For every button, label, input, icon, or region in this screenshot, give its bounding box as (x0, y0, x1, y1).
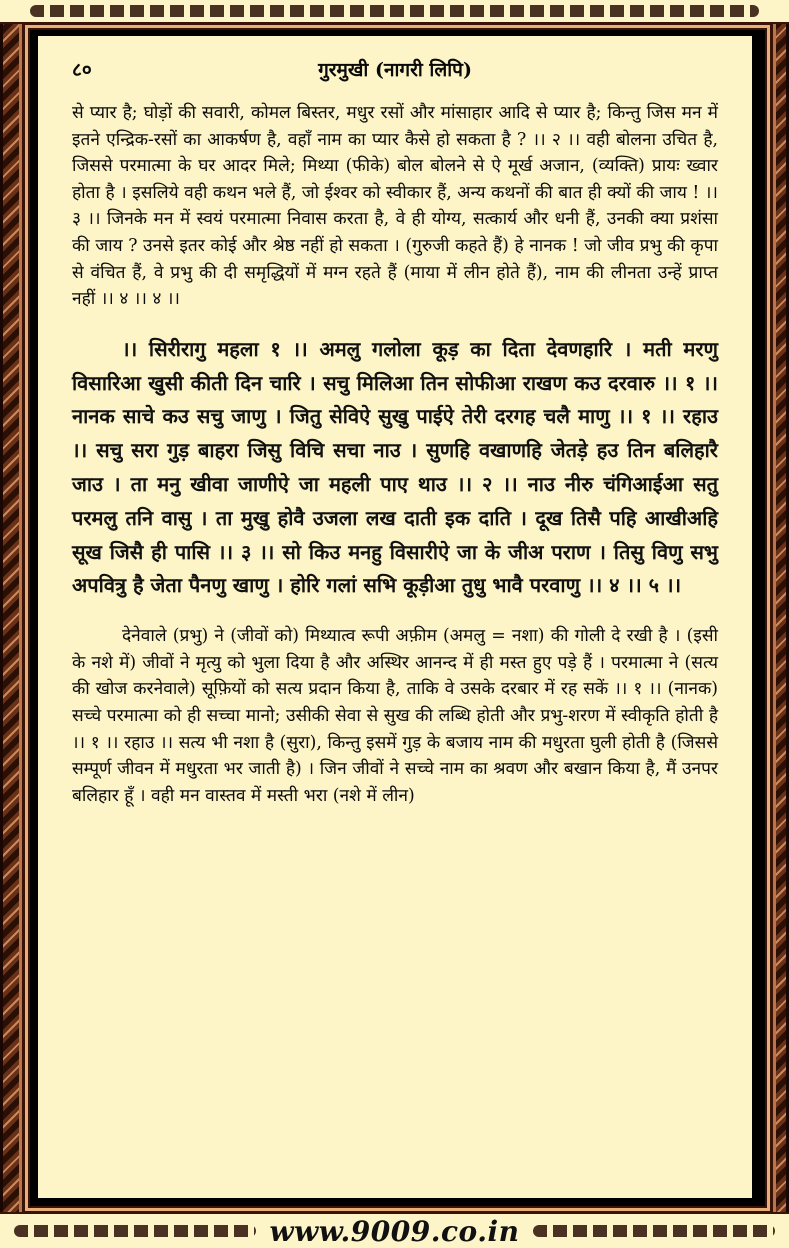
ornament-pattern (14, 1225, 256, 1237)
running-title: गुरमुखी (नागरी लिपि) (318, 59, 472, 81)
book-page (38, 36, 752, 1198)
commentary-paragraph: से प्यार है; घोड़ों की सवारी, कोमल बिस्तर, मधुर रसों और मांसाहार आदि से प्यार है; किन्तु जिस मन में इतने एन्द्रिक-रसों का आकर्षण है, वहाँ नाम का प्यार कैसे हो सकता है ? ।। २ ।। वही बोलना उचित है, जिससे परमात्मा के घर आदर मिले; मिथ्या (फीके) बोल बोलने से ऐ मूर्ख अजान, (व्यक्ति) प्रायः ख्वार होता है । इसलिये वही कथन भले हैं, जो ईश्वर को स्वीकार हैं, अन्य कथनों की बात ही क्यों की जाय ! ।। ३ ।। जिनके मन में स्वयं परमात्मा निवास करता है, वे ही योग्य, सत्कार्य और धनी हैं, उनकी क्या प्रशंसा की जाय ? उनसे इतर कोई और श्रेष्ठ नहीं हो सकता । (गुरुजी कहते हैं) हे नानक ! जो जीव प्रभु की कृपा से वंचित हैं, वे प्रभु की दी समृद्धियों में मग्न रहते हैं (माया में लीन होते हैं), नाम की लीनता उन्हें प्राप्त नहीं ।। ४ ।। ४ ।। (72, 103, 718, 310)
ornament-pattern (533, 1225, 775, 1237)
top-ornament-bar (0, 0, 789, 24)
footer-bar (0, 1212, 789, 1248)
site-url: www.9009.co.in (269, 1214, 520, 1248)
commentary-paragraph: देनेवाले (प्रभु) ने (जीवों को) मिथ्यात्व रूपी अफ़ीम (अमलु = नशा) की गोली दे रखी है । (इसी के नशे में) जीवों ने मृत्यु को भुला दिया है और अस्थिर आनन्द में ही मस्त हुए पड़े हैं । परमात्मा ने (सत्य की खोज करनेवाले) सूफ़ियों को सत्य प्रदान किया है, ताकि वे उसके दरबार में रह सकें ।। १ ।। (नानक) सच्चे परमात्मा को ही सच्चा मानो; उसीकी सेवा से सुख की लब्धि होती और प्रभु-शरण में स्वीकृति होती है ।। १ ।। रहाउ ।। सत्य भी नशा है (सुरा), किन्तु इसमें गुड़ के बजाय नाम की मधुरता घुली होती है (जिससे सम्पूर्ण जीवन में मधुरता भर जाती है) । जिन जीवों ने सच्चे नाम का श्रवण और बखान किया है, मैं उनपर बलिहार हूँ । वही मन वास्तव में मस्ती भरा (नशे में लीन) (72, 626, 718, 806)
ornament-pattern (30, 5, 759, 17)
scripture-verse: ।। सिरीरागु महला १ ।। अमलु गलोला कूड़ का दिता देवणहारि । मती मरणु विसारिआ खुसी कीती दिन चारि । सचु मिलिआ तिन सोफीआ राखण कउ दरवारु ।। १ ।। नानक साचे कउ सचु जाणु । जितु सेविऐ सुखु पाईऐ तेरी दरगह चलै माणु ।। १ ।। रहाउ ।। सचु सरा गुड़ बाहरा जिसु विचि सचा नाउ । सुणहि वखाणहि जेतड़े हउ तिन बलिहारै जाउ । ता मनु खीवा जाणीऐ जा महली पाए थाउ ।। २ ।। नाउ नीरु चंगिआईआ सतु परमलु तनि वासु । ता मुखु होवै उजला लख दाती इक दाति । दूख तिसै पहि आखीअहि सूख जिसै ही पासि ।। ३ ।। सो किउ मनहु विसारीऐ जा के जीअ पराण । तिसु विणु सभु अपवित्रु है जेता पैनणु खाणु । होरि गलां सभि कूड़ीआ तुधु भावै परवाणु ।। ४ ।। ५ ।। (72, 336, 718, 598)
page-header (72, 56, 718, 86)
page-number: ८० (72, 59, 92, 81)
